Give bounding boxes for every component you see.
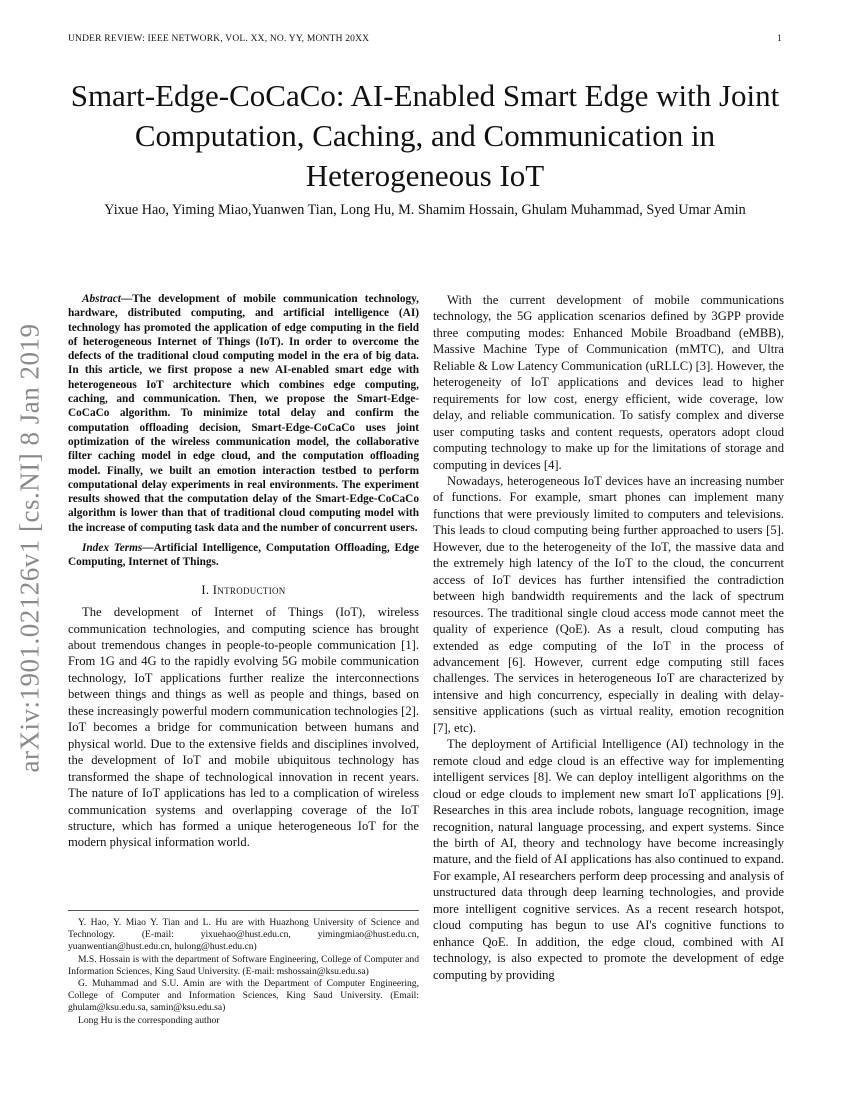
section-number: I. <box>201 582 210 597</box>
section-title: Introduction <box>212 582 286 597</box>
section-heading <box>68 582 419 598</box>
footnote: G. Muhammad and S.U. Amin are with the Department of Computer Engineering, College of Computer and Information Sciences, King Saud University. (Email: ghulam@ksu.edu.sa, samin@ksu.edu.sa) <box>68 978 419 1014</box>
abstract <box>68 292 419 535</box>
page-number: 1 <box>777 34 782 44</box>
footnotes <box>68 910 419 1027</box>
body-paragraph: The deployment of Artificial Intelligence (AI) technology in the remote cloud and edge cloud is an effective way for implementing intelligent services [8]. We can deploy intelligent algorithms on the cloud or edge clouds to implement new smart IoT applications [9]. Researches in this area include robots, language recognition, image recognition, natural language processing, and expert systems. Since the birth of AI, theory and technology have become increasingly mature, and the field of AI applications has also continued to expand. For example, AI researchers perform deep processing and analysis of unstructured data through deep learning technologies, and provide more intelligent cognitive services. As a recent research hotspot, cloud computing has begun to use AI's cognitive functions to enhance QoE. In addition, the edge cloud, combined with AI technology, is also expected to promote the development of edge computing by providing <box>433 737 784 982</box>
right-column <box>433 292 784 983</box>
index-terms-text: —Artificial Intelligence, Computation Offloading, Edge Computing, Internet of Things. <box>68 542 419 569</box>
journal-header: UNDER REVIEW: IEEE NETWORK, VOL. XX, NO. YY, MONTH 20XX <box>68 34 370 44</box>
index-terms-label: Index Terms <box>82 542 143 555</box>
author-list: Yixue Hao, Yiming Miao,Yuanwen Tian, Long Hu, M. Shamim Hossain, Ghulam Muhammad, Syed Umar Amin <box>104 202 746 218</box>
left-column <box>68 292 419 851</box>
footnote: M.S. Hossain is with the department of Software Engineering, College of Computer and Information Sciences, King Saud University. (E-mail: mshossain@ksu.edu.sa) <box>68 953 419 977</box>
arxiv-identifier: arXiv:1901.02126v1 [cs.NI] 8 Jan 2019 <box>14 323 45 773</box>
footnote: Long Hu is the corresponding author <box>78 1014 220 1026</box>
running-header <box>68 34 782 44</box>
body-paragraph: Nowadays, heterogeneous IoT devices have an increasing number of functions. For example, smart phones can implement many functions that were previously limited to computers and televisions. This leads to cloud computing being further approached to users [5]. However, due to the heterogeneity of the IoT, the massive data and the extremely high latency of the IoT to the cloud, the concurrent access of IoT devices has further intensified the contradiction between high bandwidth requirements and the lack of spectrum resources. The traditional single cloud access mode cannot meet the quality of experience (QoE). As a result, cloud computing has extended as edge computing of the IoT in the process of advancement [6]. However, current edge computing still faces challenges. The services in heterogeneous IoT are characterized by intensive and high concurrency, especially in dealing with delay-sensitive applications (such as virtual reality, emotion recognition [7], etc). <box>433 473 784 735</box>
abstract-text: —The development of mobile communication technology, hardware, distributed computing, and artificial intelligence (AI) technology has promoted the application of edge computing in the field of heterogeneous Internet of Things (IoT). In order to overcome the defects of the traditional cloud computing model in the era of big data. In this article, we first propose a new AI-enabled smart edge with heterogeneous IoT architecture which combines edge computing, caching, and communication. Then, we propose the Smart-Edge-CoCaCo algorithm. To minimize total delay and confirm the computation offloading decision, Smart-Edge-CoCaCo uses joint optimization of the wireless communication model, the collaborative filter caching model in edge cloud, and the computation offloading model. Finally, we built an emotion interaction testbed to perform computational delay experiments in real environments. The experiment results showed that the computation delay of the Smart-Edge-CoCaCo algorithm is lower than that of traditional cloud computing model with the increase of computing task data and the number of concurrent users. <box>68 293 419 534</box>
footnote: Y. Hao, Y. Miao Y. Tian and L. Hu are with Huazhong University of Science and Technology. (E-mail: yixuehao@hust.edu.cn, yimingmiao@hust.edu.cn, yuanwentian@hust.edu.cn, hulong@hust.edu.cn) <box>68 917 419 953</box>
body-paragraph: The development of Internet of Things (IoT), wireless communication technologies, and computing science has brought about tremendous changes in people-to-people communication [1]. From 1G and 4G to the rapidly evolving 5G mobile communication technology, IoT applications further realize the interconnections between things and things as well as people and things, based on these increasingly powerful modern communication technologies [2]. IoT becomes a bridge for communication between humans and physical world. Due to the extensive fields and disciplines involved, the development of IoT and mobile ubiquitous technology has transformed the shape of technological innovation in recent years. The nature of IoT applications has led to a complication of wireless communication systems and overlapping coverage of the IoT structure, which has formed a unique heterogeneous IoT for the modern physical information world. <box>68 605 419 850</box>
body-paragraph: With the current development of mobile communications technology, the 5G application scenarios defined by 3GPP provide three computing modes: Enhanced Mobile Broadband (eMBB), Massive Machine Type of Communication (mMTC), and Ultra Reliable & Low Latency Communication (uRLLC) [3]. However, the heterogeneity of IoT applications and devices lead to higher requirements for low cost, energy efficient, wide coverage, low delay, and reliable communication. To satisfy complex and diverse user computing tasks and content requests, operators adopt cloud computing technology to make up for the limitations of storage and computing in devices [4]. <box>433 293 784 472</box>
paper-title: Smart-Edge-CoCaCo: AI-Enabled Smart Edge with Joint Computation, Caching, and Communication in Heterogeneous IoT <box>70 78 780 193</box>
arxiv-sidebar <box>6 318 54 778</box>
abstract-label: Abstract <box>82 293 121 305</box>
index-terms <box>68 541 419 570</box>
